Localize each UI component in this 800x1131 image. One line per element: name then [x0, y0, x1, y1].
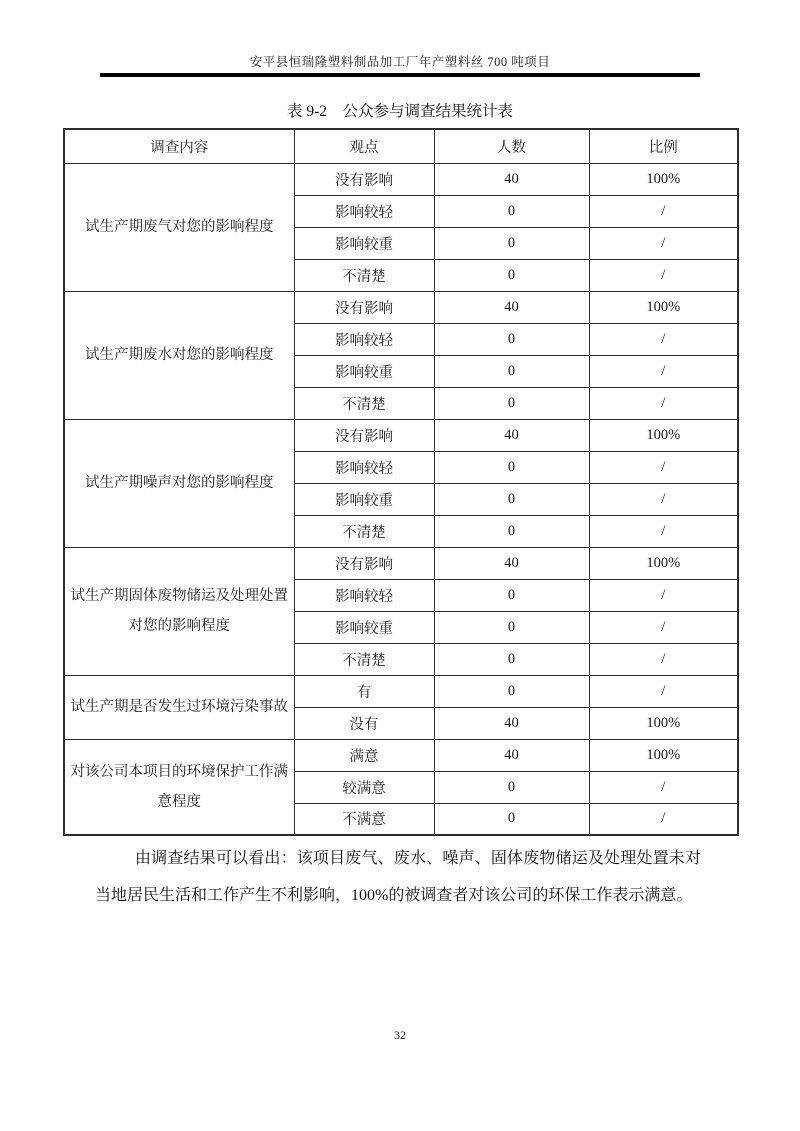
ratio-cell: / — [589, 387, 738, 419]
table-row — [64, 739, 738, 771]
viewpoint-cell: 不清楚 — [294, 387, 434, 419]
ratio-cell: / — [589, 675, 738, 707]
ratio-cell: / — [589, 355, 738, 387]
table-row — [64, 675, 738, 707]
table-header-row — [64, 129, 738, 163]
survey-table-body — [64, 163, 738, 835]
count-cell: 0 — [434, 227, 589, 259]
count-cell: 0 — [434, 771, 589, 803]
viewpoint-cell: 影响较轻 — [294, 323, 434, 355]
count-cell: 0 — [434, 803, 589, 835]
ratio-cell: / — [589, 643, 738, 675]
ratio-cell: / — [589, 579, 738, 611]
count-cell: 0 — [434, 483, 589, 515]
column-header-viewpoint: 观点 — [294, 129, 434, 163]
count-cell: 40 — [434, 547, 589, 579]
viewpoint-cell: 没有 — [294, 707, 434, 739]
viewpoint-cell: 不清楚 — [294, 515, 434, 547]
survey-content-cell: 试生产期废水对您的影响程度 — [64, 291, 294, 419]
count-cell: 0 — [434, 387, 589, 419]
viewpoint-cell: 没有影响 — [294, 419, 434, 451]
conclusion-paragraph: 由调查结果可以看出：该项目废气、废水、噪声、固体废物储运及处理处置未对当地居民生活和工作产生不利影响，100%的被调查者对该公司的环保工作表示满意。 — [95, 850, 701, 904]
column-header-ratio: 比例 — [589, 129, 738, 163]
table-row — [64, 547, 738, 579]
count-cell: 40 — [434, 419, 589, 451]
viewpoint-cell: 影响较重 — [294, 611, 434, 643]
ratio-cell: / — [589, 227, 738, 259]
survey-content-cell: 对该公司本项目的环境保护工作满意程度 — [64, 739, 294, 835]
count-cell: 0 — [434, 611, 589, 643]
ratio-cell: / — [589, 483, 738, 515]
viewpoint-cell: 有 — [294, 675, 434, 707]
viewpoint-cell: 影响较轻 — [294, 451, 434, 483]
header-double-rule — [100, 73, 700, 77]
viewpoint-cell: 不清楚 — [294, 259, 434, 291]
survey-content-cell: 试生产期废气对您的影响程度 — [64, 163, 294, 291]
ratio-cell: 100% — [589, 707, 738, 739]
viewpoint-cell: 没有影响 — [294, 291, 434, 323]
column-header-count: 人数 — [434, 129, 589, 163]
table-row — [64, 163, 738, 195]
ratio-cell: / — [589, 195, 738, 227]
count-cell: 0 — [434, 323, 589, 355]
viewpoint-cell: 影响较轻 — [294, 195, 434, 227]
page-number: 32 — [394, 1028, 406, 1042]
count-cell: 0 — [434, 579, 589, 611]
ratio-cell: 100% — [589, 739, 738, 771]
viewpoint-cell: 满意 — [294, 739, 434, 771]
count-cell: 40 — [434, 291, 589, 323]
count-cell: 0 — [434, 355, 589, 387]
survey-content-cell: 试生产期固体废物储运及处理处置对您的影响程度 — [64, 547, 294, 675]
table-row — [64, 291, 738, 323]
survey-content-cell: 试生产期噪声对您的影响程度 — [64, 419, 294, 547]
count-cell: 0 — [434, 451, 589, 483]
viewpoint-cell: 影响较重 — [294, 227, 434, 259]
viewpoint-cell: 没有影响 — [294, 547, 434, 579]
count-cell: 0 — [434, 195, 589, 227]
count-cell: 0 — [434, 643, 589, 675]
viewpoint-cell: 影响较轻 — [294, 579, 434, 611]
survey-content-cell: 试生产期是否发生过环境污染事故 — [64, 675, 294, 739]
count-cell: 0 — [434, 259, 589, 291]
survey-results-table — [63, 128, 739, 836]
viewpoint-cell: 不满意 — [294, 803, 434, 835]
column-header-survey-content: 调查内容 — [64, 129, 294, 163]
ratio-cell: / — [589, 611, 738, 643]
ratio-cell: / — [589, 259, 738, 291]
ratio-cell: / — [589, 323, 738, 355]
viewpoint-cell: 不清楚 — [294, 643, 434, 675]
ratio-cell: / — [589, 515, 738, 547]
ratio-cell: 100% — [589, 163, 738, 195]
viewpoint-cell: 较满意 — [294, 771, 434, 803]
viewpoint-cell: 影响较重 — [294, 355, 434, 387]
ratio-cell: / — [589, 771, 738, 803]
table-title: 表 9-2 公众参与调查结果统计表 — [286, 103, 514, 120]
ratio-cell: 100% — [589, 547, 738, 579]
ratio-cell: / — [589, 803, 738, 835]
count-cell: 40 — [434, 707, 589, 739]
count-cell: 40 — [434, 163, 589, 195]
viewpoint-cell: 没有影响 — [294, 163, 434, 195]
ratio-cell: 100% — [589, 291, 738, 323]
viewpoint-cell: 影响较重 — [294, 483, 434, 515]
count-cell: 40 — [434, 739, 589, 771]
ratio-cell: / — [589, 451, 738, 483]
table-row — [64, 419, 738, 451]
page-header-title: 安平县恒瑞隆塑料制品加工厂年产塑料丝 700 吨项目 — [249, 55, 551, 69]
ratio-cell: 100% — [589, 419, 738, 451]
count-cell: 0 — [434, 515, 589, 547]
count-cell: 0 — [434, 675, 589, 707]
